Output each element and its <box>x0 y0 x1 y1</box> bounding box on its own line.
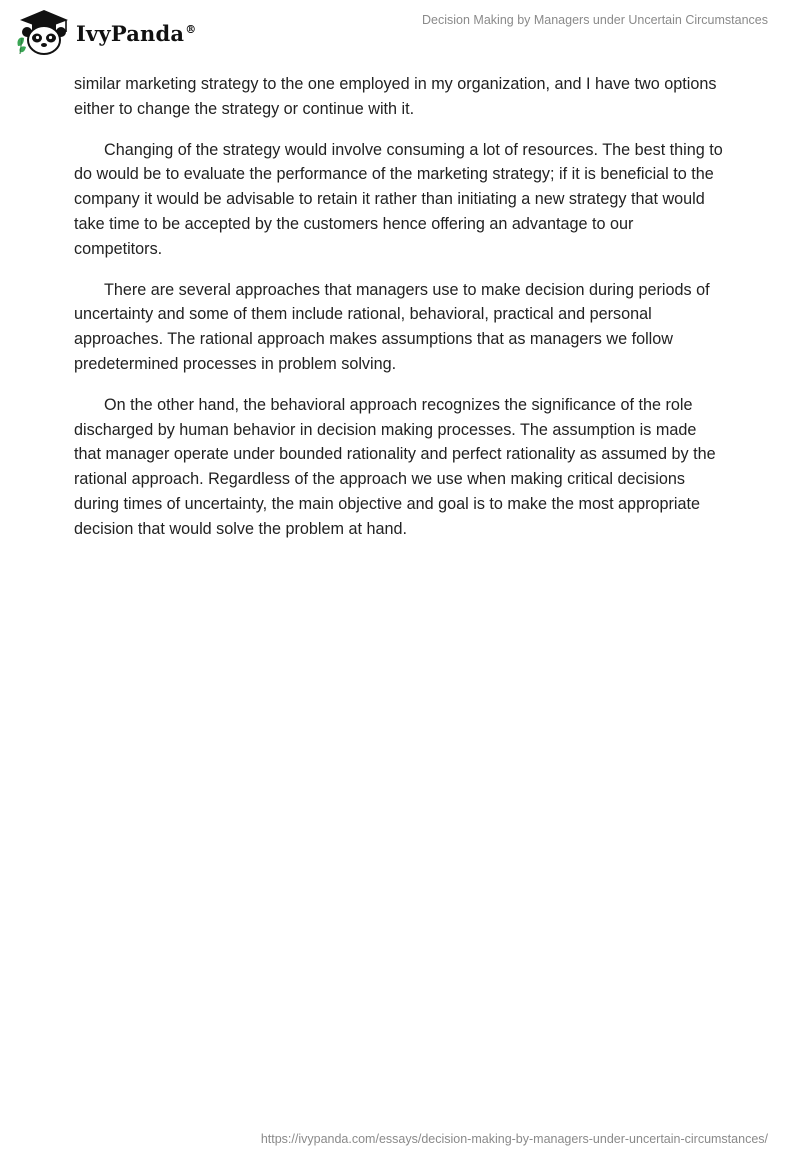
paragraph: On the other hand, the behavioral approach recognizes the significance of the role discharged by human behavior in decision making processes. The assumption is made that manager operate under bounded rationality and perfect rationality as assumed by the rational approach. Regardless of the approach we use when making critical decisions during times of uncertainty, the main objective and goal is to make the most appropriate decision that would solve the problem at hand. <box>74 395 716 538</box>
essay-body <box>74 72 726 558</box>
ivypanda-logo[interactable] <box>14 8 204 56</box>
paragraph: similar marketing strategy to the one employed in my organization, and I have two options either to change the strategy or continue with it. <box>74 75 717 118</box>
panda-graduation-cap-icon <box>14 8 72 56</box>
brand-registered-mark: ® <box>185 22 197 36</box>
source-url-link[interactable]: https://ivypanda.com/essays/decision-making-by-managers-under-uncertain-circumstances/ <box>260 1132 768 1146</box>
document-title: Decision Making by Managers under Uncertain Circumstances <box>422 13 768 27</box>
brand-name <box>76 21 196 46</box>
brand-name-text: IvyPanda <box>76 20 185 46</box>
page-header <box>0 0 800 62</box>
paragraph: Changing of the strategy would involve consuming a lot of resources. The best thing to do would be to evaluate the performance of the marketing strategy; if it is beneficial to the company it would be advisable to retain it rather than initiating a new strategy that would take time to be accepted by the customers hence offering an advantage to our competitors. <box>74 140 723 258</box>
paragraph: There are several approaches that managers use to make decision during periods of uncertainty and some of them include rational, behavioral, practical and personal approaches. The rational approach makes assumptions that as managers we follow predetermined processes in problem solving. <box>74 280 710 373</box>
